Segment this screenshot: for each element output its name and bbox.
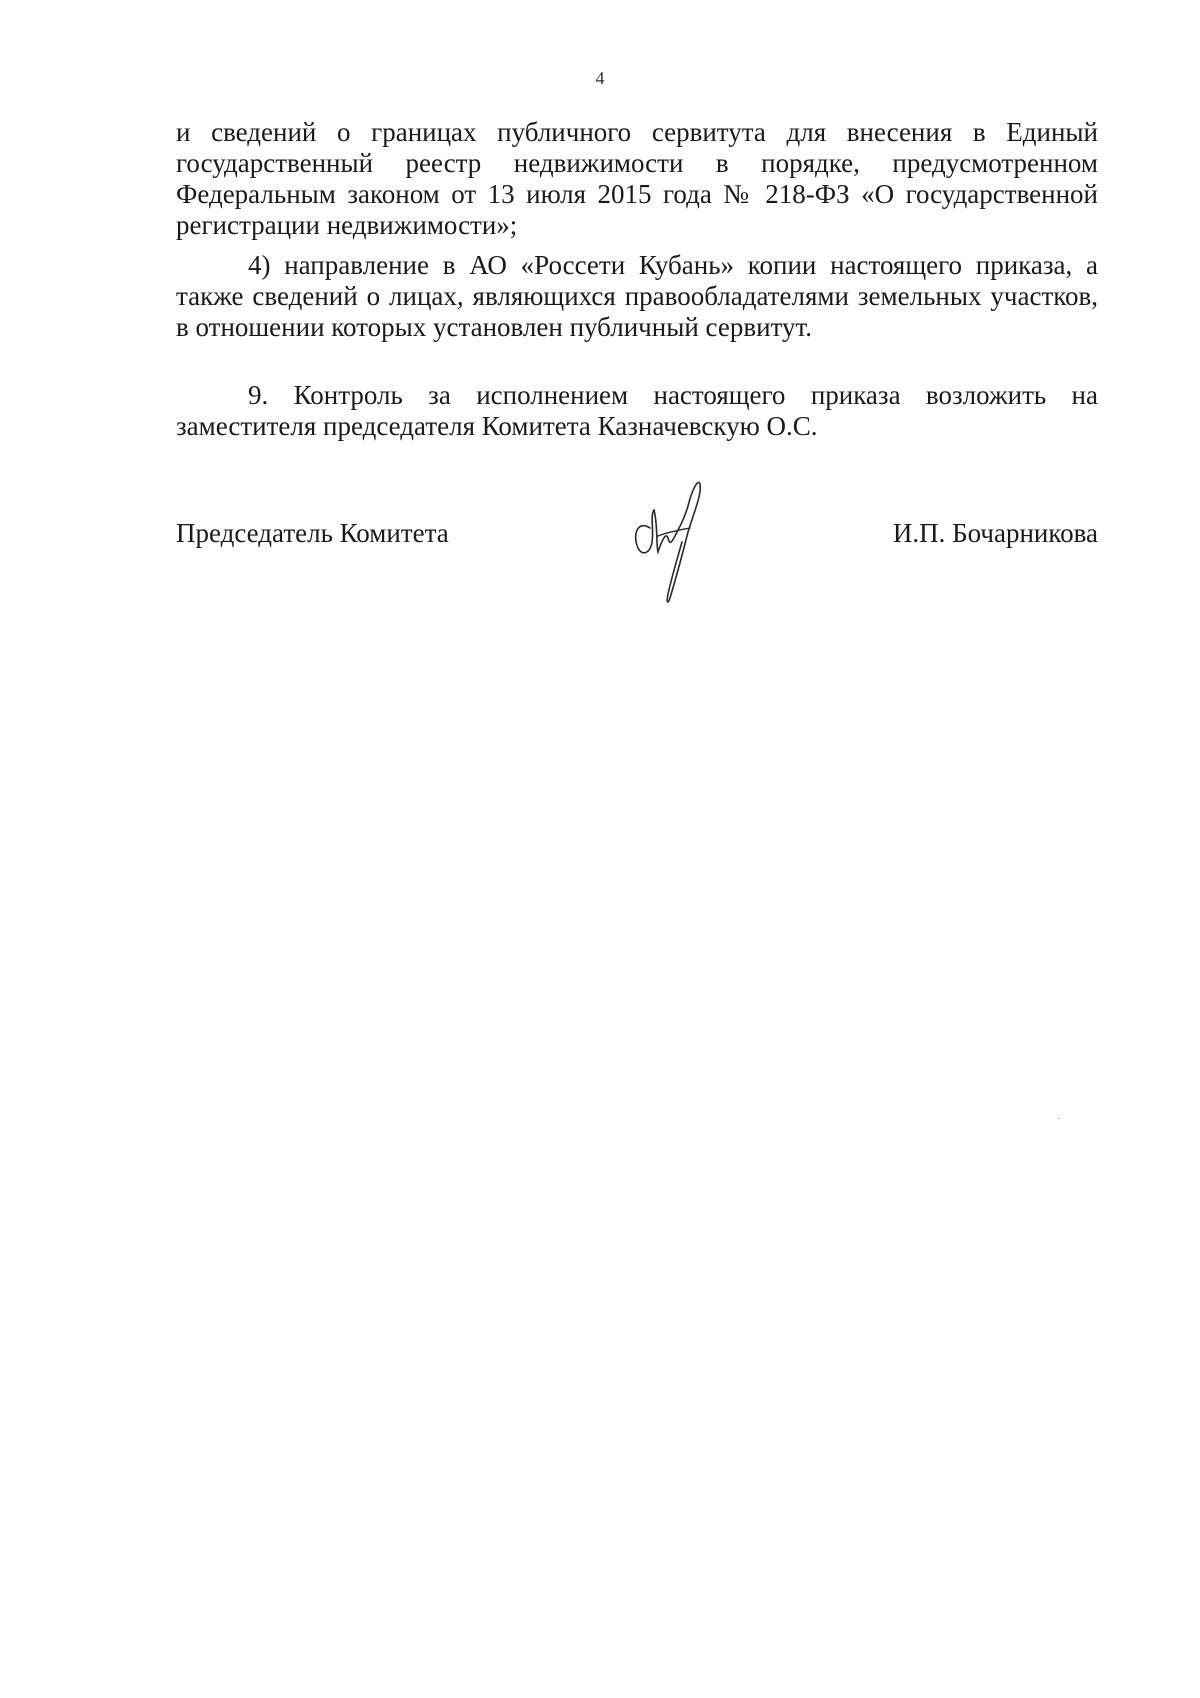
scan-speck	[1058, 1118, 1060, 1119]
paragraph-continuation: и сведений о границах публичного сервитута для внесения в Единый государственный реестр недвижимости в порядке, предусмотренном Федеральным законом от 13 июля 2015 года № 218-ФЗ «О государственной регистрации недвижимости»;	[176, 117, 1098, 240]
handwritten-signature	[628, 476, 718, 606]
signatory-role: Председатель Комитета	[176, 518, 449, 548]
page-number: 4	[595, 68, 605, 88]
paragraph-item-9: 9. Контроль за исполнением настоящего приказа возложить на заместителя председателя Комитета Казначевскую О.С.	[176, 380, 1098, 441]
paragraph-item-4: 4) направление в АО «Россети Кубань» копии настоящего приказа, а также сведений о лицах, являющихся правообладателями земельных участков, в отношении которых установлен публичный сервитут.	[176, 250, 1098, 342]
signatory-name: И.П. Бочарникова	[892, 518, 1098, 548]
